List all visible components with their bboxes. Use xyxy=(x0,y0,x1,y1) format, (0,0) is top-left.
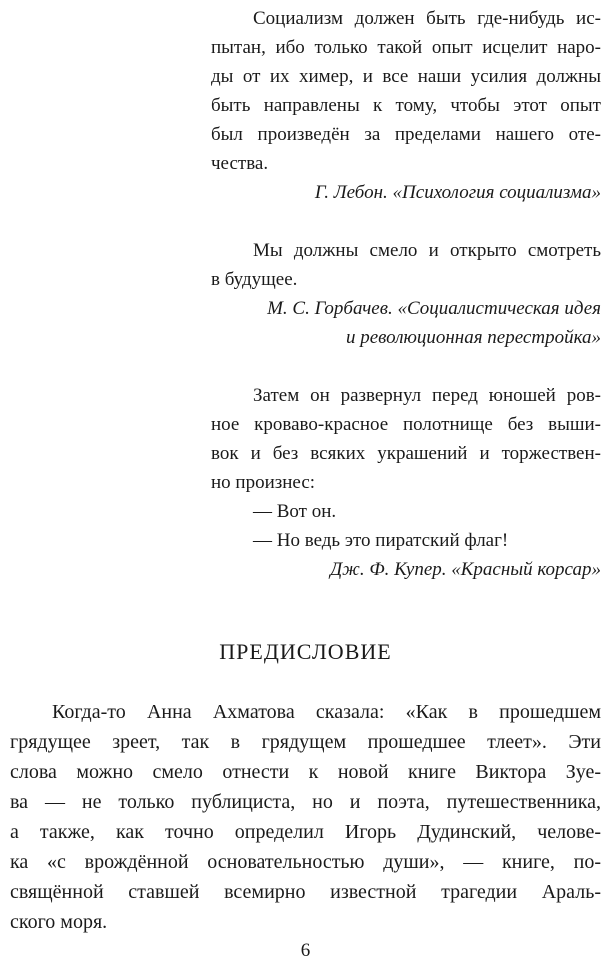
epigraph-source: Дж. Ф. Купер. «Красный корсар» xyxy=(330,559,601,580)
epigraph-line: чества. xyxy=(211,153,269,174)
epigraph-line: был произведён за пределами нашего оте- xyxy=(211,124,601,145)
epigraph-line: ды от их химер, и все наши усилия должны xyxy=(211,66,601,87)
paragraph-line: ка «с врождённой основательностью души», — книге, по- xyxy=(10,851,601,873)
epigraph-gorbachev xyxy=(211,236,601,352)
epigraph-line: — Но ведь это пиратский флаг! xyxy=(253,530,509,551)
epigraph-lebon xyxy=(211,4,601,207)
section-heading: ПРЕДИСЛОВИЕ xyxy=(219,639,392,664)
paragraph-line: Когда-то Анна Ахматова сказала: «Как в прошедшем xyxy=(52,701,601,723)
epigraph-line: Мы должны смело и открыто смотреть xyxy=(253,240,601,261)
epigraph-line: ное кроваво-красное полотнище без выши- xyxy=(211,414,601,435)
paragraph-line: грядущее зреет, так в грядущем прошедшее тлеет». Эти xyxy=(10,731,601,753)
epigraph-cooper xyxy=(211,381,601,584)
paragraph-line: ва — не только публициста, но и поэта, путешественника, xyxy=(10,791,601,813)
epigraph-line: Затем он развернул перед юношей ров- xyxy=(253,385,601,406)
paragraph-line: свящённой ставшей всемирно известной трагедии Араль- xyxy=(10,881,601,903)
page-number: 6 xyxy=(300,940,311,961)
preface-paragraph xyxy=(10,697,601,937)
paragraph-line: ского моря. xyxy=(10,911,108,933)
epigraph-source: и революционная перестройка» xyxy=(345,327,601,348)
epigraph-line: в будущее. xyxy=(211,269,298,290)
epigraph-line: вок и без всяких украшений и торжествен- xyxy=(211,443,601,464)
epigraph-source: Г. Лебон. «Психология социализма» xyxy=(314,182,601,203)
epigraph-line: пытан, ибо только такой опыт исцелит наро- xyxy=(211,37,601,58)
epigraph-line: — Вот он. xyxy=(253,501,337,522)
epigraph-line: но произнес: xyxy=(211,472,316,493)
epigraph-source: М. С. Горбачев. «Социалистическая идея xyxy=(267,298,601,319)
paragraph-line: слова можно смело отнести к новой книге Виктора Зуе- xyxy=(10,761,601,783)
epigraph-line: быть направлены к тому, чтобы этот опыт xyxy=(211,95,601,116)
paragraph-line: а также, как точно определил Игорь Дудинский, челове- xyxy=(10,821,601,843)
epigraph-line: Социализм должен быть где-нибудь ис- xyxy=(253,8,601,29)
